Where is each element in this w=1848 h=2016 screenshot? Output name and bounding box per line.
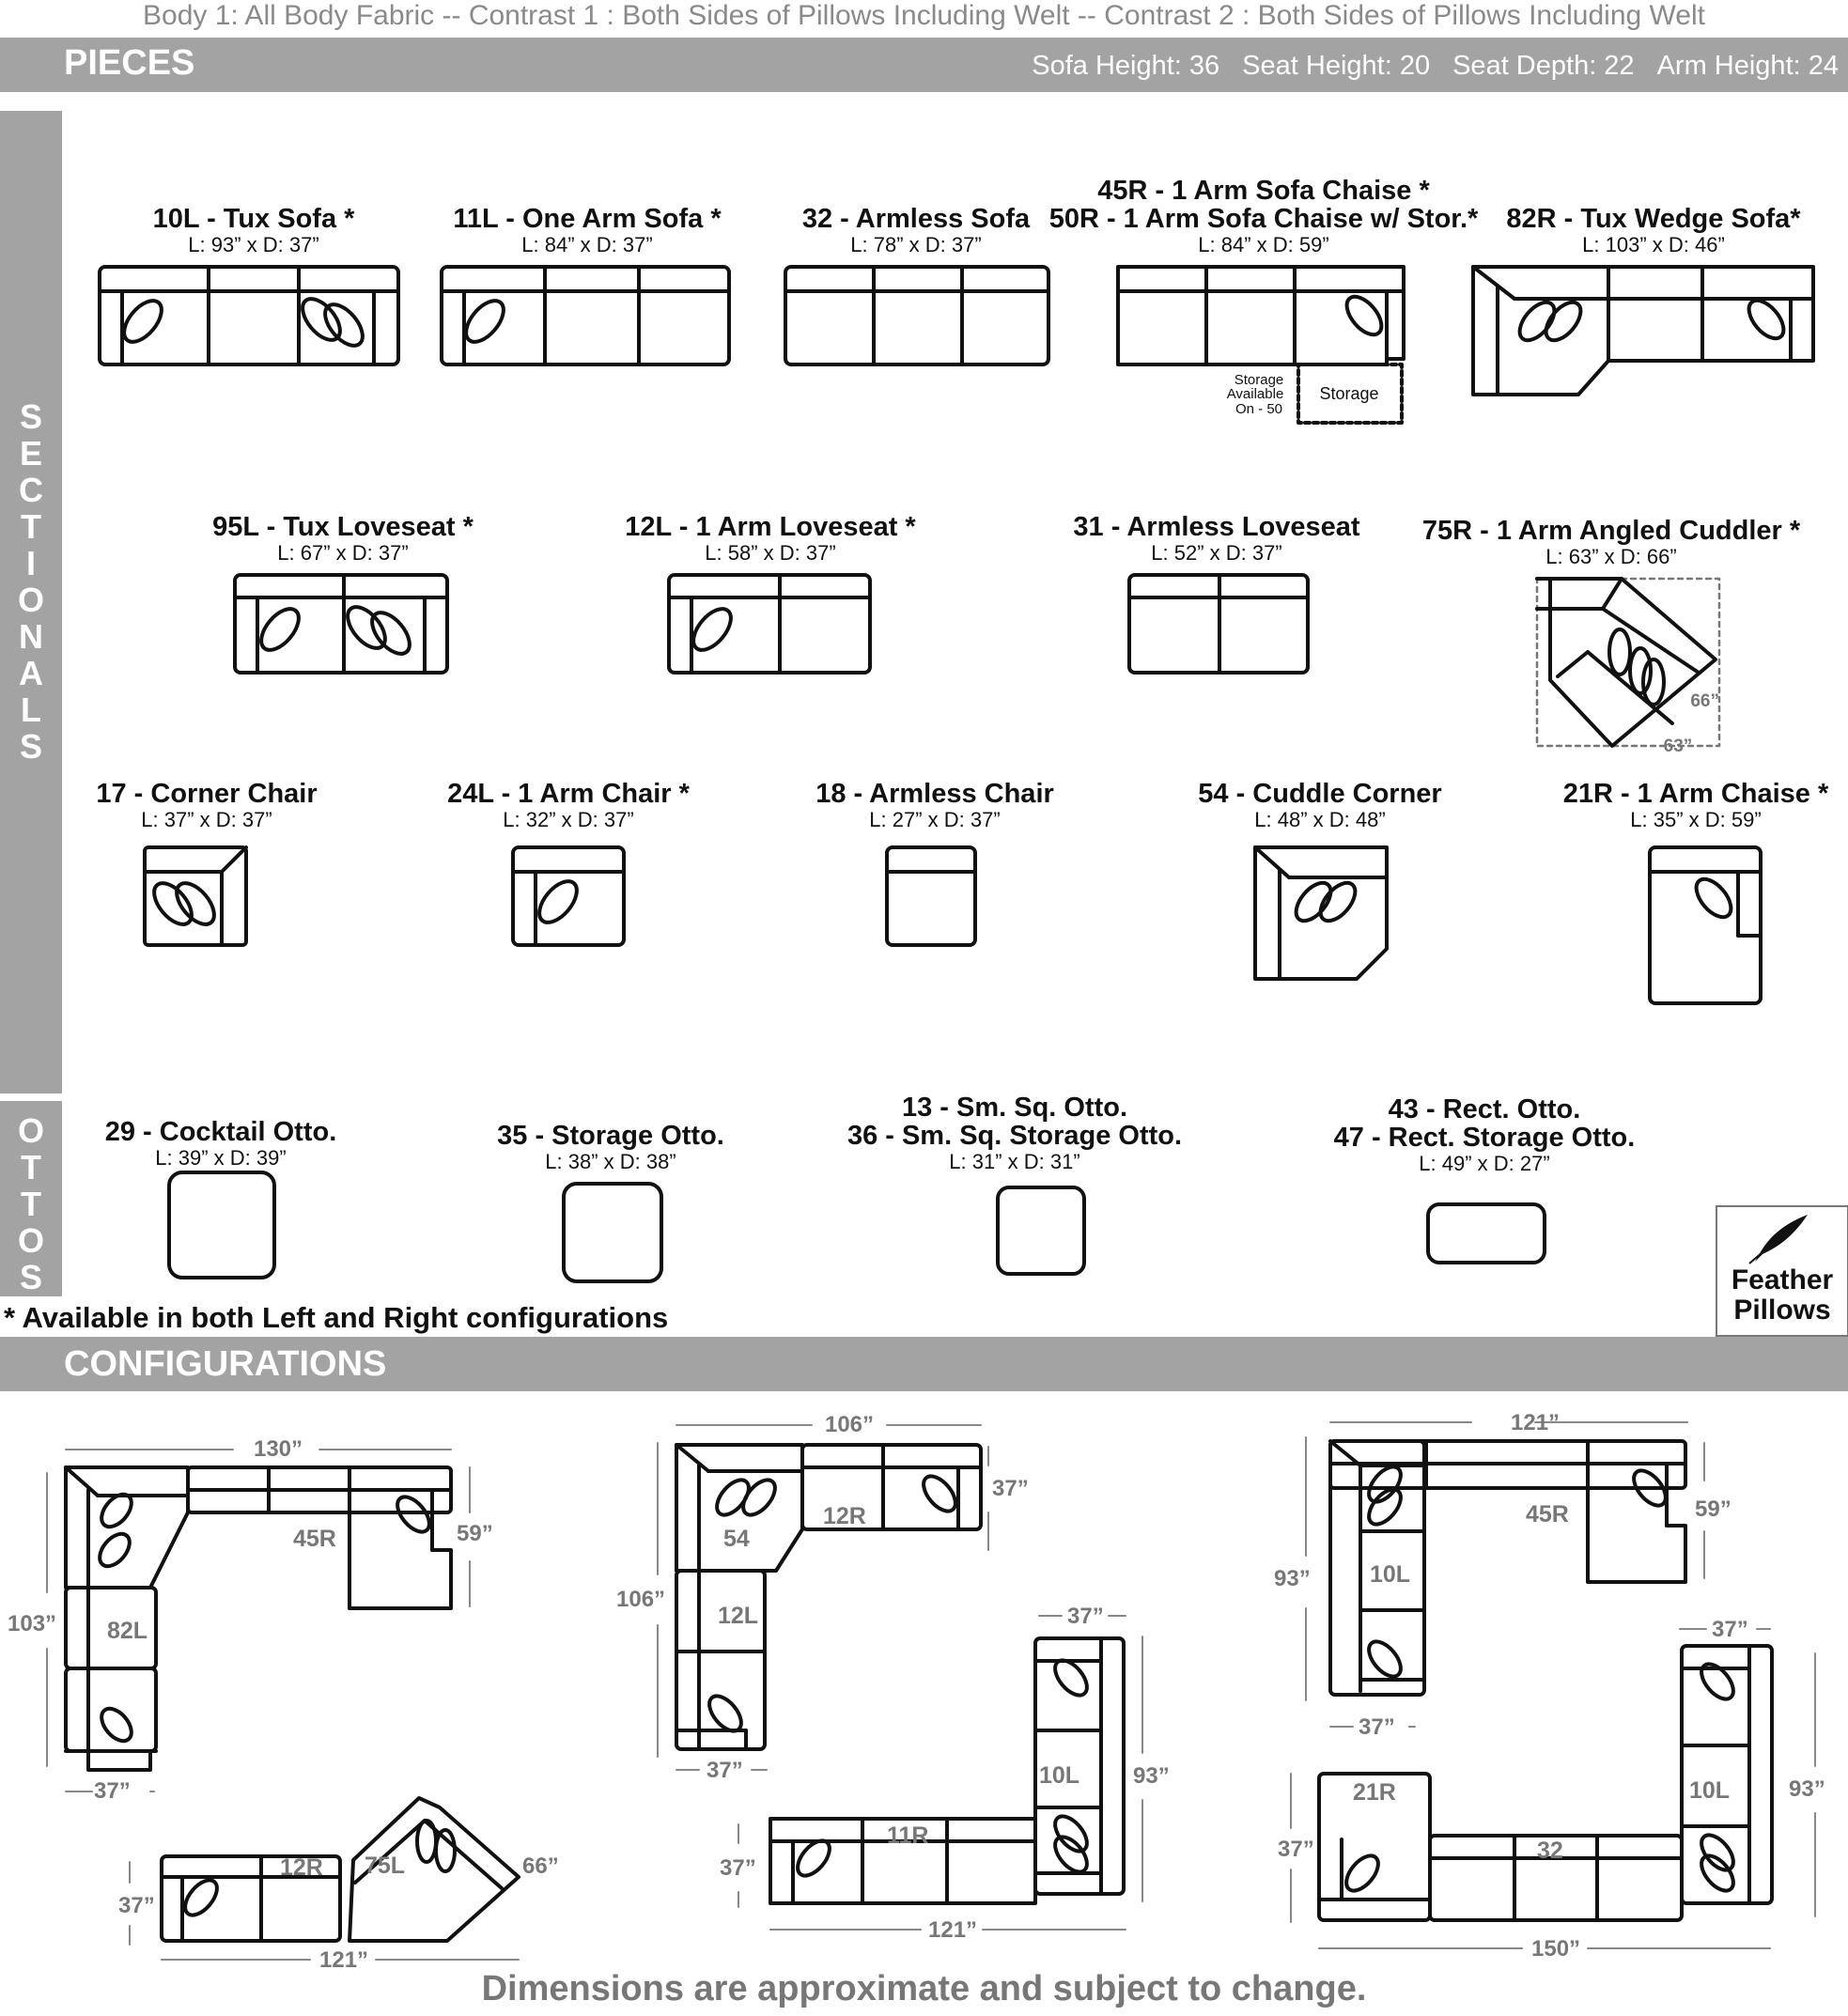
piece-name: 45R - 1 Arm Sofa Chaise * — [1097, 176, 1430, 206]
config1-piece-12r: 12R — [280, 1854, 323, 1881]
config3-b-bottom-dim: 150” — [1531, 1936, 1581, 1962]
storage-note-3: On - 50 — [1235, 401, 1283, 417]
piece-name: 31 - Armless Loveseat — [1073, 512, 1360, 542]
drawing-82r-wedge-sofa — [1473, 267, 1813, 395]
feather-line-2: Pillows — [1733, 1295, 1831, 1326]
piece-dims: L: 52” x D: 37” — [1151, 541, 1282, 565]
sidebar-letter: E — [19, 434, 42, 473]
config1-bottom-dim: 37” — [94, 1778, 131, 1804]
drawing-24l-arm-chair — [513, 847, 624, 945]
sidebar-letter: L — [21, 690, 41, 729]
config3-right-dim: 59” — [1695, 1496, 1732, 1522]
piece-name: 43 - Rect. Otto. — [1388, 1094, 1581, 1124]
drawing-11l-one-arm-sofa — [442, 267, 729, 364]
piece-dims: L: 37” x D: 37” — [141, 808, 272, 831]
sidebar-letter: S — [19, 727, 42, 766]
drawing-75r-angled-cuddler — [1537, 579, 1719, 746]
sidebar-letter: I — [25, 544, 36, 582]
piece-name: 17 - Corner Chair — [96, 779, 318, 809]
storage-note-1: Storage — [1234, 372, 1284, 388]
feather-pillows-box — [1716, 1205, 1848, 1337]
config1-piece-45r: 45R — [293, 1526, 336, 1552]
piece-dims: L: 32” x D: 37” — [503, 808, 634, 831]
pieces-title: PIECES — [64, 43, 195, 83]
drawing-31-armless-loveseat — [1129, 575, 1308, 673]
piece-dims: L: 27” x D: 37” — [869, 808, 1001, 831]
config1-piece-82l: 82L — [107, 1618, 148, 1644]
piece-name-2: 36 - Sm. Sq. Storage Otto. — [846, 1121, 1183, 1151]
piece-name: 12L - 1 Arm Loveseat * — [625, 512, 916, 542]
sidebar-letter: O — [17, 1111, 44, 1150]
drawing-95l-tux-loveseat — [235, 575, 447, 673]
config2-piece-10l: 10L — [1039, 1762, 1080, 1789]
drawing-54-cuddle-corner — [1255, 847, 1387, 979]
config2-piece-11r: 11R — [887, 1822, 929, 1849]
piece-dims: L: 35” x D: 59” — [1630, 808, 1762, 831]
piece-name: 35 - Storage Otto. — [497, 1121, 724, 1151]
piece-name: 29 - Cocktail Otto. — [104, 1117, 337, 1147]
sidebar-letter: O — [17, 581, 44, 619]
drawing-18-armless-chair — [887, 847, 975, 945]
config2-r-right-dim: 93” — [1133, 1763, 1170, 1789]
footer-disclaimer: Dimensions are approximate and subject to change. — [481, 1969, 1367, 2008]
config3-piece-45r: 45R — [1526, 1501, 1569, 1528]
feather-line-1: Feather — [1731, 1264, 1834, 1295]
config3-piece-32: 32 — [1537, 1838, 1563, 1864]
config3-piece-10l-left: 10L — [1370, 1561, 1411, 1588]
piece-dims: L: 84” x D: 37” — [521, 233, 653, 256]
config3-b-left-dim: 37” — [1278, 1837, 1314, 1862]
piece-name-2: 47 - Rect. Storage Otto. — [1333, 1123, 1636, 1153]
piece-dims: L: 63” x D: 66” — [1545, 545, 1677, 568]
piece-name: 18 - Armless Chair — [815, 779, 1054, 809]
cuddler-length: 63” — [1663, 737, 1693, 756]
config1-b-left-dim: 37” — [118, 1893, 155, 1918]
piece-dims: L: 93” x D: 37” — [188, 233, 319, 256]
config1-b-bottom-dim: 121” — [319, 1947, 369, 1973]
sofa-height: Sofa Height: 36 — [1032, 51, 1220, 81]
piece-name-2: 50R - 1 Arm Sofa Chaise w/ Stor.* — [1048, 204, 1479, 234]
seat-height: Seat Height: 20 — [1242, 51, 1431, 81]
drawing-32-armless-sofa — [785, 267, 1048, 364]
config3-r-top-dim: 37” — [1712, 1617, 1748, 1642]
configurations-title: CONFIGURATIONS — [64, 1344, 387, 1384]
drawing-12l-arm-loveseat — [669, 575, 870, 673]
config2-b-bottom-dim: 121” — [928, 1917, 978, 1943]
piece-dims: L: 84” x D: 59” — [1198, 233, 1329, 256]
piece-dims: L: 49” x D: 27” — [1419, 1152, 1550, 1175]
config1-top-dim: 130” — [253, 1436, 303, 1462]
piece-name: 24L - 1 Arm Chair * — [447, 779, 690, 809]
config2-right-top-dim: 37” — [992, 1476, 1029, 1501]
config3-left-dim: 93” — [1274, 1566, 1311, 1591]
config1-piece-75l: 75L — [365, 1853, 406, 1879]
sidebar-letter: S — [19, 1258, 42, 1296]
sidebar-letter: C — [19, 471, 43, 509]
piece-name: 10L - Tux Sofa * — [152, 204, 355, 234]
seat-depth: Seat Depth: 22 — [1452, 51, 1635, 81]
arm-height: Arm Height: 24 — [1656, 51, 1839, 81]
sidebar-letter: T — [21, 1148, 41, 1186]
config2-piece-12l: 12L — [718, 1603, 759, 1629]
piece-dims: L: 103” x D: 46” — [1582, 233, 1725, 256]
config2-piece-54: 54 — [723, 1526, 750, 1552]
availability-note: * Available in both Left and Right configurations — [4, 1301, 669, 1334]
piece-dims: L: 39” x D: 39” — [155, 1146, 287, 1170]
piece-dims: L: 38” x D: 38” — [545, 1150, 676, 1173]
drawing-21r-arm-chaise — [1650, 847, 1761, 1003]
drawing-17-corner-chair — [145, 847, 246, 945]
cuddler-depth: 66” — [1690, 691, 1719, 711]
config3-bottom-dim: 37” — [1359, 1714, 1395, 1740]
config2-top-dim: 106” — [824, 1412, 875, 1437]
piece-name: 21R - 1 Arm Chaise * — [1562, 779, 1829, 809]
config2-bottom-left-dim: 37” — [707, 1758, 743, 1783]
config2-r-top-dim: 37” — [1067, 1604, 1104, 1629]
sidebar-letter: O — [17, 1221, 44, 1260]
piece-dims: L: 67” x D: 37” — [277, 541, 409, 565]
drawing-13-sq-otto — [998, 1187, 1084, 1274]
sidebar-letter: N — [19, 617, 43, 656]
config3-top-dim: 121” — [1511, 1410, 1561, 1435]
sidebar-letter: T — [21, 1185, 41, 1223]
config3-r-right-dim: 93” — [1789, 1776, 1825, 1802]
feather-icon — [1717, 1207, 1847, 1265]
configurations-header-bar — [0, 1337, 1848, 1391]
config1-left-dim: 103” — [8, 1611, 57, 1636]
fabric-note: Body 1: All Body Fabric -- Contrast 1 : Both Sides of Pillows Including Welt -- Contrast 2 : Both Sides of Pillows Including Welt — [143, 0, 1705, 31]
piece-dims: L: 31” x D: 31” — [949, 1150, 1080, 1173]
storage-note-2: Available — [1226, 386, 1284, 402]
sidebar-letter: S — [19, 397, 42, 436]
config-1-drawing — [47, 1450, 519, 1960]
piece-name: 32 - Armless Sofa — [801, 204, 1031, 234]
piece-name: 11L - One Arm Sofa * — [453, 204, 722, 234]
config-2-drawing — [658, 1425, 1142, 1930]
config1-b-right-dim: 66” — [522, 1853, 559, 1879]
drawing-35-storage-otto — [564, 1184, 661, 1281]
piece-name: 75R - 1 Arm Angled Cuddler * — [1421, 516, 1801, 546]
config3-piece-21r: 21R — [1353, 1779, 1396, 1806]
config2-piece-12r: 12R — [823, 1503, 866, 1529]
sidebar-letter: A — [19, 654, 43, 692]
piece-dims: L: 78” x D: 37” — [850, 233, 982, 256]
config2-b-left-dim: 37” — [720, 1855, 756, 1881]
config1-right-dim: 59” — [457, 1521, 493, 1546]
drawing-43-rect-otto — [1428, 1204, 1545, 1263]
piece-dims: L: 58” x D: 37” — [705, 541, 836, 565]
drawing-10l-tux-sofa — [100, 267, 398, 364]
drawing-29-cocktail-otto — [169, 1172, 274, 1278]
config2-left-dim: 106” — [616, 1587, 666, 1612]
storage-box-label: Storage — [1319, 384, 1379, 403]
config3-piece-10l-right: 10L — [1689, 1777, 1731, 1804]
piece-name: 82R - Tux Wedge Sofa* — [1506, 204, 1801, 234]
feather-label — [1717, 1265, 1847, 1326]
piece-name: 54 - Cuddle Corner — [1198, 779, 1442, 809]
piece-name: 95L - Tux Loveseat * — [212, 512, 474, 542]
piece-name: 13 - Sm. Sq. Otto. — [901, 1093, 1128, 1123]
piece-dims: L: 48” x D: 48” — [1254, 808, 1386, 831]
sidebar-letter: T — [21, 507, 41, 546]
